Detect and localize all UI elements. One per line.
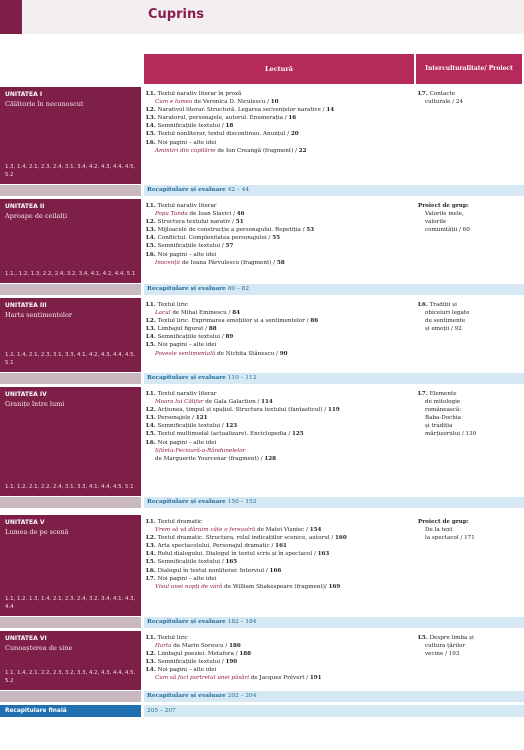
- interculturality-text: De la text: [425, 527, 453, 534]
- header-accent: [0, 0, 22, 34]
- lesson-title: Semnificațiile textului /: [157, 559, 226, 566]
- lesson-title: Noi pagini – alte idei: [157, 342, 217, 349]
- interculturality-text: Valorile mele,: [425, 211, 464, 218]
- lesson-item[interactable]: [146, 414, 412, 422]
- lesson-number: L2.: [146, 535, 156, 542]
- recap-text: [144, 691, 524, 702]
- unit-title: Harta sentimentelor: [5, 311, 73, 319]
- lesson-title: Textul liric. Exprimarea emoțiilor și a sentimentelor /: [157, 318, 311, 325]
- interculturality-text: vecine / 193: [425, 651, 460, 658]
- recap-row[interactable]: [0, 691, 524, 702]
- lesson-work-author: de Gala Galaction /: [203, 399, 262, 406]
- lesson-work-author: de William Shakespeare (fragment)/: [222, 583, 329, 590]
- recap-row[interactable]: [0, 373, 524, 384]
- lesson-list: [146, 301, 412, 358]
- lesson-number: L1.: [146, 91, 156, 97]
- unit-label-block[interactable]: [0, 87, 141, 184]
- lesson-work-title: Visul unei nopți de vară: [155, 583, 223, 590]
- recap-pages: 110 – 112: [227, 375, 257, 381]
- lesson-work-author: de Mihai Eminescu /: [170, 310, 233, 317]
- recap-pages: 150 – 152: [227, 499, 257, 505]
- lesson-work-title: Cum e lumea: [155, 99, 193, 106]
- interculturality-label: Proiect de grup:: [418, 519, 469, 525]
- lesson-item[interactable]: [146, 658, 412, 666]
- unit-competences: 1.1, 1.2, 2.1, 2.2, 2.4, 3.1, 3.3, 4.1, 4.4, 4.5, 5.1: [5, 483, 134, 490]
- lesson-number: L4.: [146, 123, 156, 130]
- lesson-page: 163: [317, 551, 330, 558]
- lesson-page: 166: [269, 567, 282, 574]
- lesson-title: Dialogul în textul nonliterar. Interviul /: [157, 567, 270, 574]
- unit-label-block[interactable]: [0, 631, 141, 690]
- lesson-item[interactable]: [146, 234, 412, 242]
- lesson-page: 86: [310, 318, 319, 325]
- lesson-page: 125: [291, 431, 304, 438]
- final-recap-label: Recapitulare finală: [0, 705, 141, 717]
- lesson-number: L6.: [146, 139, 156, 146]
- unit-row: [0, 515, 524, 616]
- lesson-title: Naratorul, personajele, autorul. Enumerația /: [157, 115, 289, 122]
- lesson-page: 160: [335, 535, 347, 542]
- recap-label: Recapitulare și evaluare: [147, 499, 226, 505]
- lesson-item[interactable]: [146, 242, 412, 250]
- lesson-title: Textul narativ literar: [157, 203, 217, 209]
- lesson-title: Noi pagini – alte idei: [157, 251, 217, 258]
- recap-row[interactable]: [0, 284, 524, 295]
- unit-title: Lumea de pe scenă: [5, 528, 69, 536]
- interculturality-text: Despre limba și: [429, 635, 474, 641]
- lesson-work-title: Lacul: [155, 310, 171, 317]
- lesson-work-author: de Matei Vișniec /: [255, 527, 310, 534]
- lesson-item[interactable]: [146, 333, 412, 341]
- lesson-title: Semnificațiile textului /: [157, 659, 226, 666]
- lesson-page: 90: [279, 350, 288, 357]
- lesson-item[interactable]: [146, 130, 412, 138]
- interculturality-cell[interactable]: [418, 202, 522, 234]
- recap-label: Recapitulare și evaluare: [147, 375, 226, 381]
- lesson-page: 89: [225, 334, 234, 341]
- interculturality-text: de sentimente: [425, 318, 466, 325]
- recap-row[interactable]: [0, 185, 524, 196]
- unit-competences: 1.3, 1.4, 2.1, 2.3, 2.4, 3.1, 3.4, 4.2, 4.3, 4.4, 4.5, 5.2: [5, 164, 136, 178]
- lesson-item[interactable]: [146, 301, 412, 317]
- lesson-item[interactable]: [146, 550, 412, 558]
- lesson-page: 161: [275, 543, 287, 550]
- lesson-title: Limbajul figurat /: [157, 326, 209, 333]
- lesson-item[interactable]: [146, 567, 412, 575]
- recap-row[interactable]: [0, 497, 524, 508]
- lesson-title: Mijloacele de construcție a personajului. Repetiția /: [157, 227, 307, 234]
- lesson-item[interactable]: [146, 390, 412, 406]
- recap-row[interactable]: [0, 617, 524, 628]
- lesson-title: Textul liric: [157, 302, 188, 308]
- recap-left-cell: [0, 617, 141, 628]
- unit-name: UNITATEA IV: [5, 391, 47, 398]
- lesson-number: L5.: [146, 431, 156, 438]
- recap-pages: 80 – 82: [227, 286, 250, 292]
- interculturality-text: Elemente: [429, 391, 457, 397]
- recap-left-cell: [0, 373, 141, 384]
- lesson-title: Textul narativ literar: [157, 391, 217, 397]
- lesson-number: L1.: [146, 391, 156, 397]
- recap-left-cell: [0, 284, 141, 295]
- recap-pages: 202 – 204: [227, 693, 257, 699]
- unit-label-block[interactable]: [0, 515, 141, 616]
- recap-text: [144, 617, 524, 628]
- lesson-page: 22: [298, 147, 307, 154]
- interculturality-text: mărțișorului / 130: [425, 431, 477, 438]
- lesson-work-title: Poveste sentimentală: [155, 350, 216, 357]
- interculturality-text: și tradiția: [425, 423, 453, 430]
- lesson-item[interactable]: [146, 534, 412, 542]
- unit-title: Aproape de ceilalți: [5, 212, 68, 220]
- lesson-work-title: Moara lui Călifar: [155, 399, 204, 406]
- recap-label: Recapitulare și evaluare: [147, 187, 226, 193]
- unit-name: UNITATEA II: [5, 203, 45, 210]
- interculturality-cell[interactable]: [418, 634, 522, 658]
- lesson-work-title: Cum să faci portretul unei păsări: [155, 675, 249, 682]
- lesson-title: Noi pagini – alte idei: [157, 439, 217, 446]
- lesson-number: L1.: [146, 203, 156, 209]
- lesson-work-author: de Jacques Prévert /: [249, 675, 310, 682]
- lesson-item[interactable]: [146, 317, 412, 325]
- lesson-number: L3.: [146, 227, 156, 234]
- interculturality-cell[interactable]: [418, 518, 522, 542]
- lesson-work-author: de Ion Creangă (fragment) /: [215, 147, 299, 154]
- lesson-item[interactable]: [146, 251, 412, 267]
- lesson-item[interactable]: [146, 558, 412, 566]
- lesson-number: L1.: [146, 519, 156, 525]
- interculturality-text: la spectacol / 171: [425, 535, 475, 542]
- unit-row: [0, 298, 524, 372]
- lesson-item[interactable]: [146, 634, 412, 650]
- lesson-list: [146, 90, 412, 155]
- lesson-number: L5.: [146, 342, 156, 349]
- lesson-page: 10: [270, 99, 279, 106]
- lesson-title: Rolul dialogului. Dialogul în textul scris și în spectacol /: [157, 551, 318, 558]
- interculturality-label: L6.: [418, 302, 428, 308]
- lesson-number: L3.: [146, 543, 156, 550]
- lesson-title: Narativul literar. Structură. Legarea secvențelor narative /: [157, 107, 327, 114]
- lesson-page: 186: [229, 643, 241, 650]
- lesson-list: [146, 634, 412, 683]
- recap-pages: 182 – 184: [227, 619, 257, 625]
- lesson-work-author: de Marin Sorescu /: [171, 643, 230, 650]
- lesson-title: Semnificațiile textului /: [157, 423, 226, 430]
- lesson-number: L2.: [146, 219, 156, 226]
- unit-label-block[interactable]: [0, 199, 141, 283]
- lesson-number: L3.: [146, 415, 156, 422]
- lesson-number: L3.: [146, 326, 156, 333]
- lesson-item[interactable]: [146, 666, 412, 682]
- interculturality-text: de mitologie: [425, 399, 461, 406]
- lesson-item[interactable]: [146, 202, 412, 218]
- lesson-item[interactable]: [146, 90, 412, 106]
- recap-label: Recapitulare și evaluare: [147, 286, 226, 292]
- lesson-item[interactable]: [146, 406, 412, 414]
- lesson-item[interactable]: [146, 325, 412, 333]
- interculturality-text: culturale / 24: [425, 99, 464, 106]
- recap-left-cell: [0, 691, 141, 702]
- lesson-title: Textul narativ literar în proză: [157, 91, 242, 97]
- recap-text: [144, 185, 524, 196]
- lesson-title: Noi pagini – alte idei: [157, 667, 217, 674]
- lesson-page: 121: [195, 415, 208, 422]
- unit-title: Călătorie în necunoscut: [5, 100, 84, 108]
- lesson-page: 188: [239, 651, 252, 658]
- lesson-title: Semnificațiile textului /: [157, 334, 226, 341]
- lesson-number: L2.: [146, 407, 156, 414]
- lesson-page: 46: [236, 211, 245, 218]
- interculturality-cell[interactable]: [418, 90, 522, 106]
- lesson-page: 114: [261, 399, 273, 406]
- lesson-page: 20: [290, 131, 299, 138]
- lesson-number: L4.: [146, 334, 156, 341]
- unit-competences: 1.1, 1.2, 1.3, 1.4, 2.1, 2.3, 2.4, 3.2, 3.4, 4.1, 4.3, 4.4: [5, 596, 136, 610]
- unit-competences: 1.1, 1.4, 2.1, 2.2, 2.3, 3.2, 3.3, 4.2, 4.3, 4.4, 4.5, 5.2: [5, 670, 136, 684]
- interculturality-cell[interactable]: [418, 390, 522, 439]
- recap-text: [144, 497, 524, 508]
- lesson-work-author: de Marguerite Yourcenar (fragment) /: [155, 455, 265, 462]
- recap-text: [144, 284, 524, 295]
- lesson-page: 191: [309, 675, 322, 682]
- lesson-title: Arta spectacolului. Personajul dramatic /: [157, 543, 276, 550]
- lesson-work-title: Vrem să vă dăruim câte o fereastră: [155, 527, 256, 534]
- lesson-page: 57: [225, 243, 234, 250]
- lesson-number: L6.: [146, 567, 156, 574]
- lesson-page: 154: [309, 527, 322, 534]
- lesson-title: Textul multimodal (actualizare). Enciclopedia /: [157, 431, 292, 438]
- final-recap-row[interactable]: [0, 705, 524, 717]
- lesson-number: L3.: [146, 115, 156, 122]
- lesson-number: L4.: [146, 667, 156, 674]
- lesson-list: [146, 390, 412, 463]
- header-bar: [0, 0, 524, 34]
- lesson-number: L2.: [146, 318, 156, 325]
- lesson-number: L4.: [146, 235, 156, 242]
- interculturality-text: comunității / 60: [425, 227, 470, 234]
- lesson-number: L1.: [146, 635, 156, 641]
- unit-name: UNITATEA VI: [5, 635, 47, 642]
- lesson-number: L4.: [146, 551, 156, 558]
- lesson-work-title: Inocenții: [155, 259, 181, 266]
- recap-label: Recapitulare și evaluare: [147, 693, 226, 699]
- interculturality-text: Baba-Dochia: [425, 415, 461, 422]
- lesson-item[interactable]: [146, 518, 412, 534]
- recap-left-cell: [0, 497, 141, 508]
- lesson-title: Noi pagini – alte idei: [157, 139, 217, 146]
- lesson-title: Noi pagini – alte idei: [157, 575, 217, 582]
- interculturality-text: și emoții / 92: [425, 326, 462, 333]
- recap-label: Recapitulare și evaluare: [147, 619, 226, 625]
- lesson-item[interactable]: [146, 218, 412, 226]
- unit-title: Cunoașterea de sine: [5, 644, 73, 652]
- interculturality-text: românească:: [425, 407, 462, 414]
- recap-left-cell: [0, 185, 141, 196]
- lesson-number: L5.: [146, 559, 156, 566]
- unit-title: Granițe între lumi: [5, 400, 65, 408]
- lesson-page: 88: [208, 326, 217, 333]
- lesson-number: L7.: [146, 575, 156, 582]
- unit-name: UNITATEA III: [5, 302, 47, 309]
- lesson-work-title: Amintiri din copilărie: [155, 147, 216, 154]
- lesson-title: Personajele /: [157, 415, 196, 422]
- unit-row: [0, 87, 524, 184]
- interculturality-label: Proiect de grup:: [418, 203, 469, 209]
- interculturality-text: valorile: [425, 219, 447, 226]
- lesson-page: 58: [276, 259, 285, 266]
- lesson-page: 165: [225, 559, 238, 566]
- lesson-work-title: Popa Tanda: [155, 211, 188, 218]
- lesson-work-title: Harta: [155, 643, 172, 650]
- recap-text: [144, 373, 524, 384]
- unit-name: UNITATEA I: [5, 91, 43, 98]
- interculturality-text: Contacte: [429, 91, 456, 97]
- lesson-work-author: de Ioan Slavici /: [187, 211, 237, 218]
- lesson-item[interactable]: [146, 430, 412, 438]
- lesson-number: L2.: [146, 107, 156, 114]
- unit-label-block[interactable]: [0, 387, 141, 496]
- recap-pages: 42 – 44: [227, 187, 250, 193]
- lesson-page: 55: [272, 235, 280, 242]
- lesson-page: 16: [288, 115, 297, 122]
- interculturality-cell[interactable]: [418, 301, 522, 333]
- interculturality-text: obiceiuri legate: [425, 310, 470, 317]
- lesson-list: [146, 518, 412, 591]
- lesson-work-title: Sfânta-Fecioară-a-Rândunelelor: [155, 447, 246, 454]
- unit-row: [0, 631, 524, 690]
- lesson-number: L3.: [146, 659, 156, 666]
- unit-label-block[interactable]: [0, 298, 141, 372]
- lesson-item[interactable]: [146, 114, 412, 122]
- column-header-interculturalitate: Interculturalitate/ Proiect: [416, 54, 522, 84]
- unit-competences: 1.2, 1.4, 2.1, 2.3, 3.1, 3.3, 4.1, 4.2, 4.3, 4.4, 4.5, 5.1: [5, 352, 136, 366]
- lesson-item[interactable]: [146, 650, 412, 658]
- lesson-title: Textul liric: [157, 635, 188, 641]
- interculturality-label: L7.: [418, 91, 428, 97]
- lesson-title: Limbajul poeziei. Metafora /: [157, 651, 240, 658]
- lesson-title: Textul nonliterar, textul discontinuu. Anunțul /: [157, 131, 291, 138]
- lesson-item[interactable]: [146, 139, 412, 155]
- lesson-work-author: de Ioana Pârvulescu (fragment) /: [180, 259, 277, 266]
- interculturality-text: Tradiții și: [429, 302, 457, 308]
- lesson-title: Conflictul. Complexitatea personajului /: [157, 235, 273, 242]
- lesson-item[interactable]: [146, 439, 412, 463]
- lesson-title: Acțiunea, timpul și spațiul. Structura textului (fantasticul) /: [157, 407, 328, 414]
- lesson-item[interactable]: [146, 575, 412, 591]
- page-title: Cuprins: [148, 7, 204, 22]
- lesson-item[interactable]: [146, 122, 412, 130]
- lesson-item[interactable]: [146, 226, 412, 234]
- lesson-page: 169: [328, 583, 341, 590]
- column-header-lectura: Lectură: [144, 54, 414, 84]
- lesson-item[interactable]: [146, 422, 412, 430]
- final-recap-pages: 205 – 207: [144, 705, 524, 717]
- lesson-title: Semnificațiile textului /: [157, 123, 226, 130]
- lesson-page: 14: [326, 107, 335, 114]
- lesson-work-author: de Veronica D. Niculescu /: [192, 99, 271, 106]
- lesson-title: Semnificațiile textului /: [157, 243, 226, 250]
- lesson-page: 119: [327, 407, 340, 414]
- lesson-item[interactable]: [146, 106, 412, 114]
- unit-competences: 1.1., 1.2, 1.3, 2.2, 2.4, 3.2, 3.4, 4.1, 4.2, 4.4, 5.1: [5, 270, 136, 277]
- interculturality-label: L5.: [418, 635, 428, 641]
- lesson-page: 84: [232, 310, 240, 317]
- lesson-work-author: de Nichita Stănescu /: [215, 350, 280, 357]
- interculturality-text: cultura țărilor: [425, 643, 466, 650]
- lesson-page: 190: [225, 659, 238, 666]
- lesson-number: L2.: [146, 651, 156, 658]
- lesson-page: 18: [225, 123, 234, 130]
- lesson-page: 53: [306, 227, 315, 234]
- lesson-page: 123: [225, 423, 238, 430]
- lesson-item[interactable]: [146, 341, 412, 357]
- unit-row: [0, 199, 524, 283]
- unit-name: UNITATEA V: [5, 519, 45, 526]
- lesson-page: 51: [235, 219, 244, 226]
- lesson-title: Structura textului narativ /: [157, 219, 236, 226]
- lesson-number: L6.: [146, 251, 156, 258]
- lesson-number: L1.: [146, 302, 156, 308]
- lesson-number: L5.: [146, 131, 156, 138]
- lesson-number: L5.: [146, 243, 156, 250]
- lesson-number: L4.: [146, 423, 156, 430]
- lesson-item[interactable]: [146, 542, 412, 550]
- lesson-list: [146, 202, 412, 267]
- lesson-title: Textul dramatic. Structura, rolul indicațiilor scenice, autorul /: [157, 535, 336, 542]
- interculturality-label: L7.: [418, 391, 428, 397]
- lesson-title: Textul dramatic: [157, 519, 203, 525]
- lesson-page: 128: [264, 455, 276, 462]
- lesson-number: L6.: [146, 439, 156, 446]
- unit-row: [0, 387, 524, 496]
